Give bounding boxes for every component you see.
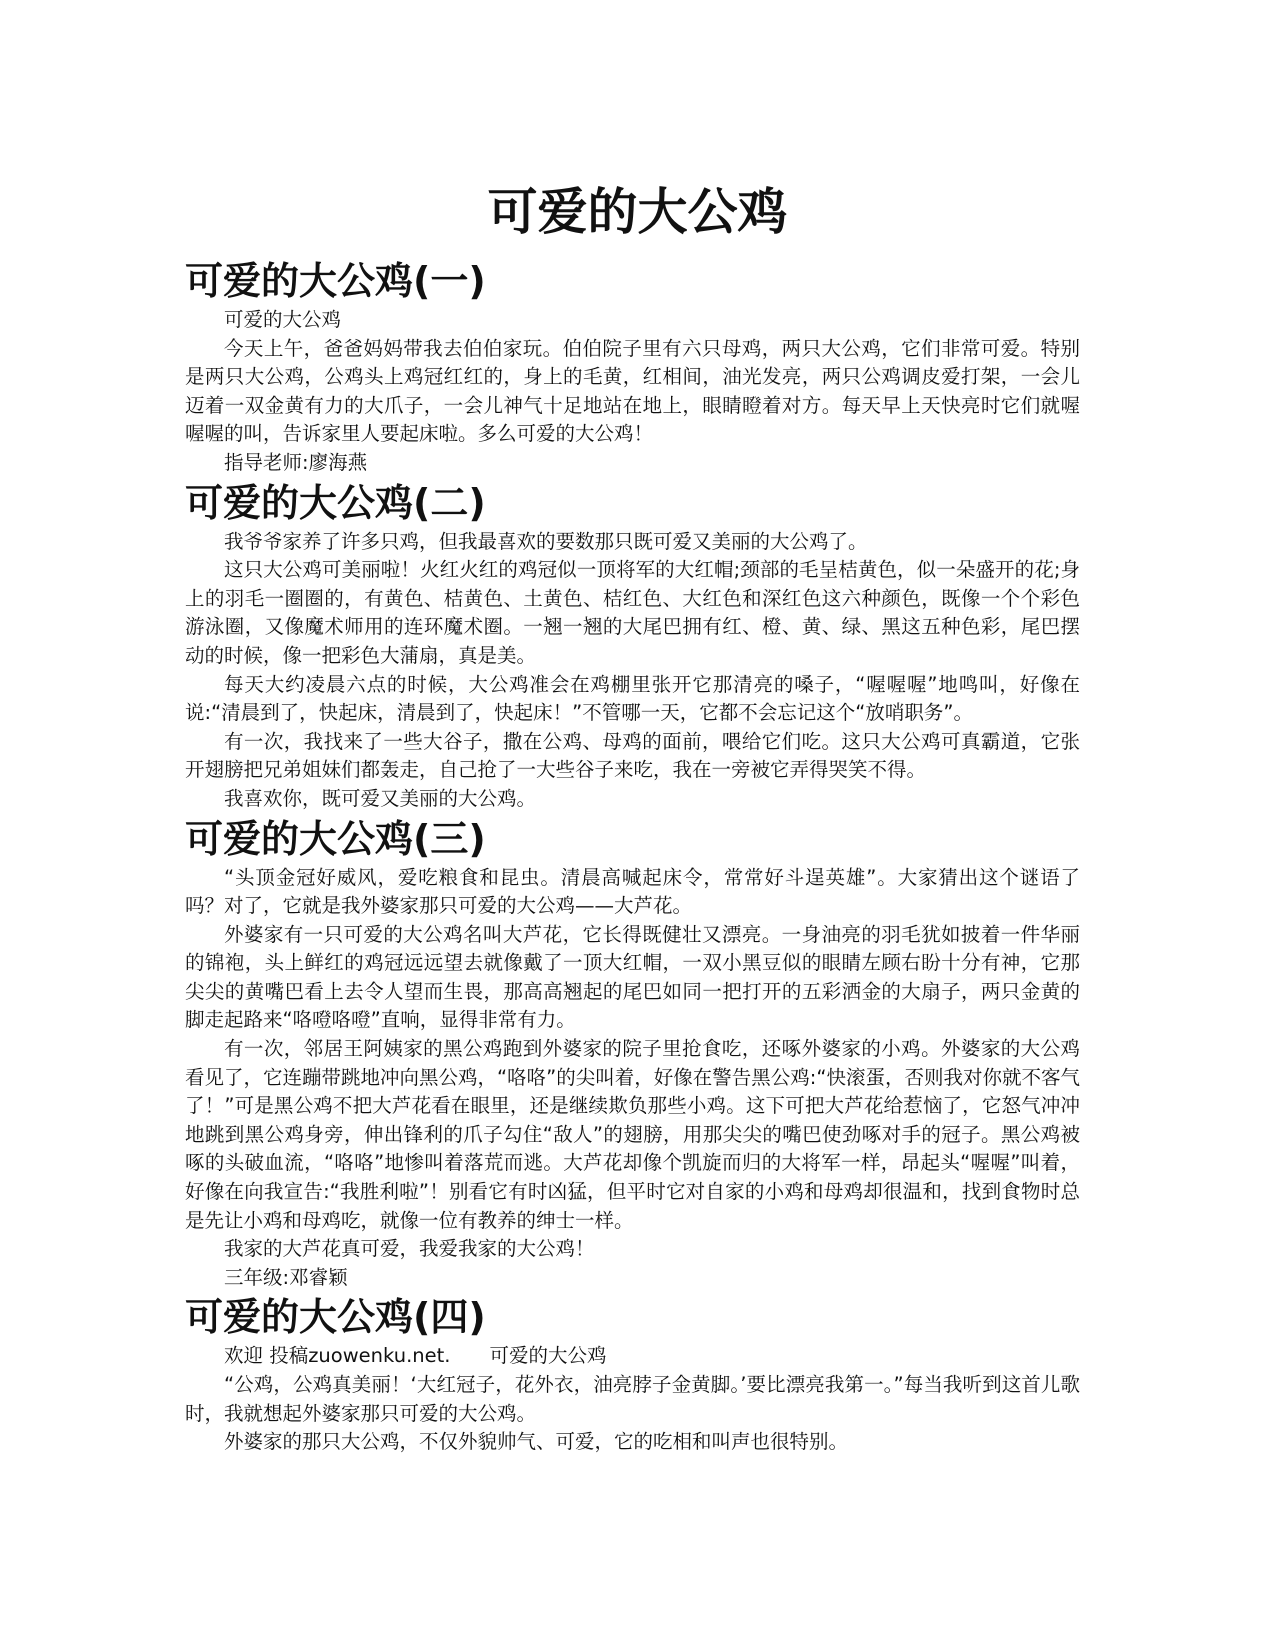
paragraph: 我爷爷家养了许多只鸡，但我最喜欢的要数那只既可爱又美丽的大公鸡了。: [224, 529, 868, 553]
section-heading: 可爱的大公鸡(二): [185, 480, 486, 525]
paragraph: 欢迎 投稿zuowenku.net. 可爱的大公鸡: [224, 1344, 607, 1368]
document-title: 可爱的大公鸡: [487, 183, 788, 241]
section-heading: 可爱的大公鸡(一): [185, 259, 486, 303]
document-body: [185, 256, 1080, 1457]
paragraph: “公鸡，公鸡真美丽！‘大红冠子，花外衣，油亮脖子金黄脚。’要比漂亮我第一。”每当我听到这首儿歌时，我就想起外婆家那只可爱的大公鸡。: [185, 1373, 1080, 1425]
paragraph: 有一次，邻居王阿姨家的黑公鸡跑到外婆家的院子里抢食吃，还啄外婆家的小鸡。外婆家的大公鸡看见了，它连蹦带跳地冲向黑公鸡，“咯咯”的尖叫着，好像在警告黑公鸡:“快滚蛋，否则我对你就不客气了！”可是黑公鸡不把大芦花看在眼里，还是继续欺负那些小鸡。这下可把大芦花给惹恼了，它怒气冲冲地跳到黑公鸡身旁，伸出锋利的爪子勾住“敌人”的翅膀，用那尖尖的嘴巴使劲啄对手的冠子。黑公鸡被啄的头破血流，“咯咯”地惨叫着落荒而逃。大芦花却像个凯旋而归的大将军一样，昂起头“喔喔”叫着，好像在向我宣告:“我胜利啦”！别看它有时凶猛，但平时它对自家的小鸡和母鸡却很温和，找到食物时总是先让小鸡和母鸡吃，就像一位有教养的绅士一样。: [185, 1037, 1080, 1232]
paragraph: 指导老师:廖海燕: [224, 450, 368, 474]
paragraph: 我喜欢你，既可爱又美丽的大公鸡。: [224, 786, 537, 810]
paragraph: 外婆家的那只大公鸡，不仅外貌帅气、可爱，它的吃相和叫声也很特别。: [224, 1430, 849, 1454]
paragraph: 每天大约凌晨六点的时候，大公鸡准会在鸡棚里张开它那清亮的嗓子，“喔喔喔”地鸣叫，好像在说:“清晨到了，快起床，清晨到了，快起床！”不管哪一天，它都不会忘记这个“放哨职务”。: [185, 672, 1080, 725]
paragraph: 有一次，我找来了一些大谷子，撒在公鸡、母鸡的面前，喂给它们吃。这只大公鸡可真霸道，它张开翅膀把兄弟姐妹们都轰走，自己抢了一大些谷子来吃，我在一旁被它弄得哭笑不得。: [185, 729, 1080, 782]
paragraph: 这只大公鸡可美丽啦！火红火红的鸡冠似一顶将军的大红帽;颈部的毛呈桔黄色，似一朵盛开的花;身上的羽毛一圈圈的，有黄色、桔黄色、土黄色、桔红色、大红色和深红色这六种颜色，既像一个个彩色游泳圈，又像魔术师用的连环魔术圈。一翘一翘的大尾巴拥有红、橙、黄、绿、黑这五种色彩，尾巴摆动的时候，像一把彩色大蒲扇，真是美。: [185, 558, 1080, 667]
paragraph: 我家的大芦花真可爱，我爱我家的大公鸡！: [224, 1237, 595, 1261]
paragraph: 三年级:邓睿颖: [224, 1265, 348, 1289]
section-1: [185, 256, 1080, 478]
paragraph: 外婆家有一只可爱的大公鸡名叫大芦花，它长得既健壮又漂亮。一身油亮的羽毛犹如披着一件华丽的锦袍，头上鲜红的鸡冠远远望去就像戴了一顶大红帽，一双小黑豆似的眼睛左顾右盼十分有神，它那尖尖的黄嘴巴看上去令人望而生畏，那高高翘起的尾巴如同一把打开的五彩洒金的大扇子，两只金黄的脚走起路来“咯噔咯噔”直响，显得非常有力。: [185, 922, 1080, 1032]
section-heading: 可爱的大公鸡(三): [185, 816, 486, 861]
section-2: [185, 478, 1080, 814]
paragraph: “头顶金冠好威风，爱吃粮食和昆虫。清晨高喊起床令，常常好斗逞英雄”。大家猜出这个谜语了吗？对了，它就是我外婆家那只可爱的大公鸡——大芦花。: [185, 865, 1080, 918]
section-3: [185, 814, 1080, 1293]
section-4: [185, 1292, 1080, 1456]
paragraph: 今天上午，爸爸妈妈带我去伯伯家玩。伯伯院子里有六只母鸡，两只大公鸡，它们非常可爱。特别是两只大公鸡，公鸡头上鸡冠红红的，身上的毛黄，红相间，油光发亮，两只公鸡调皮爱打架，一会儿迈着一双金黄有力的大爪子，一会儿神气十足地站在地上，眼睛瞪着对方。每天早上天快亮时它们就喔喔喔的叫，告诉家里人要起床啦。多么可爱的大公鸡！: [185, 336, 1080, 446]
section-heading: 可爱的大公鸡(四): [185, 1295, 486, 1340]
paragraph: 可爱的大公鸡: [224, 308, 342, 331]
